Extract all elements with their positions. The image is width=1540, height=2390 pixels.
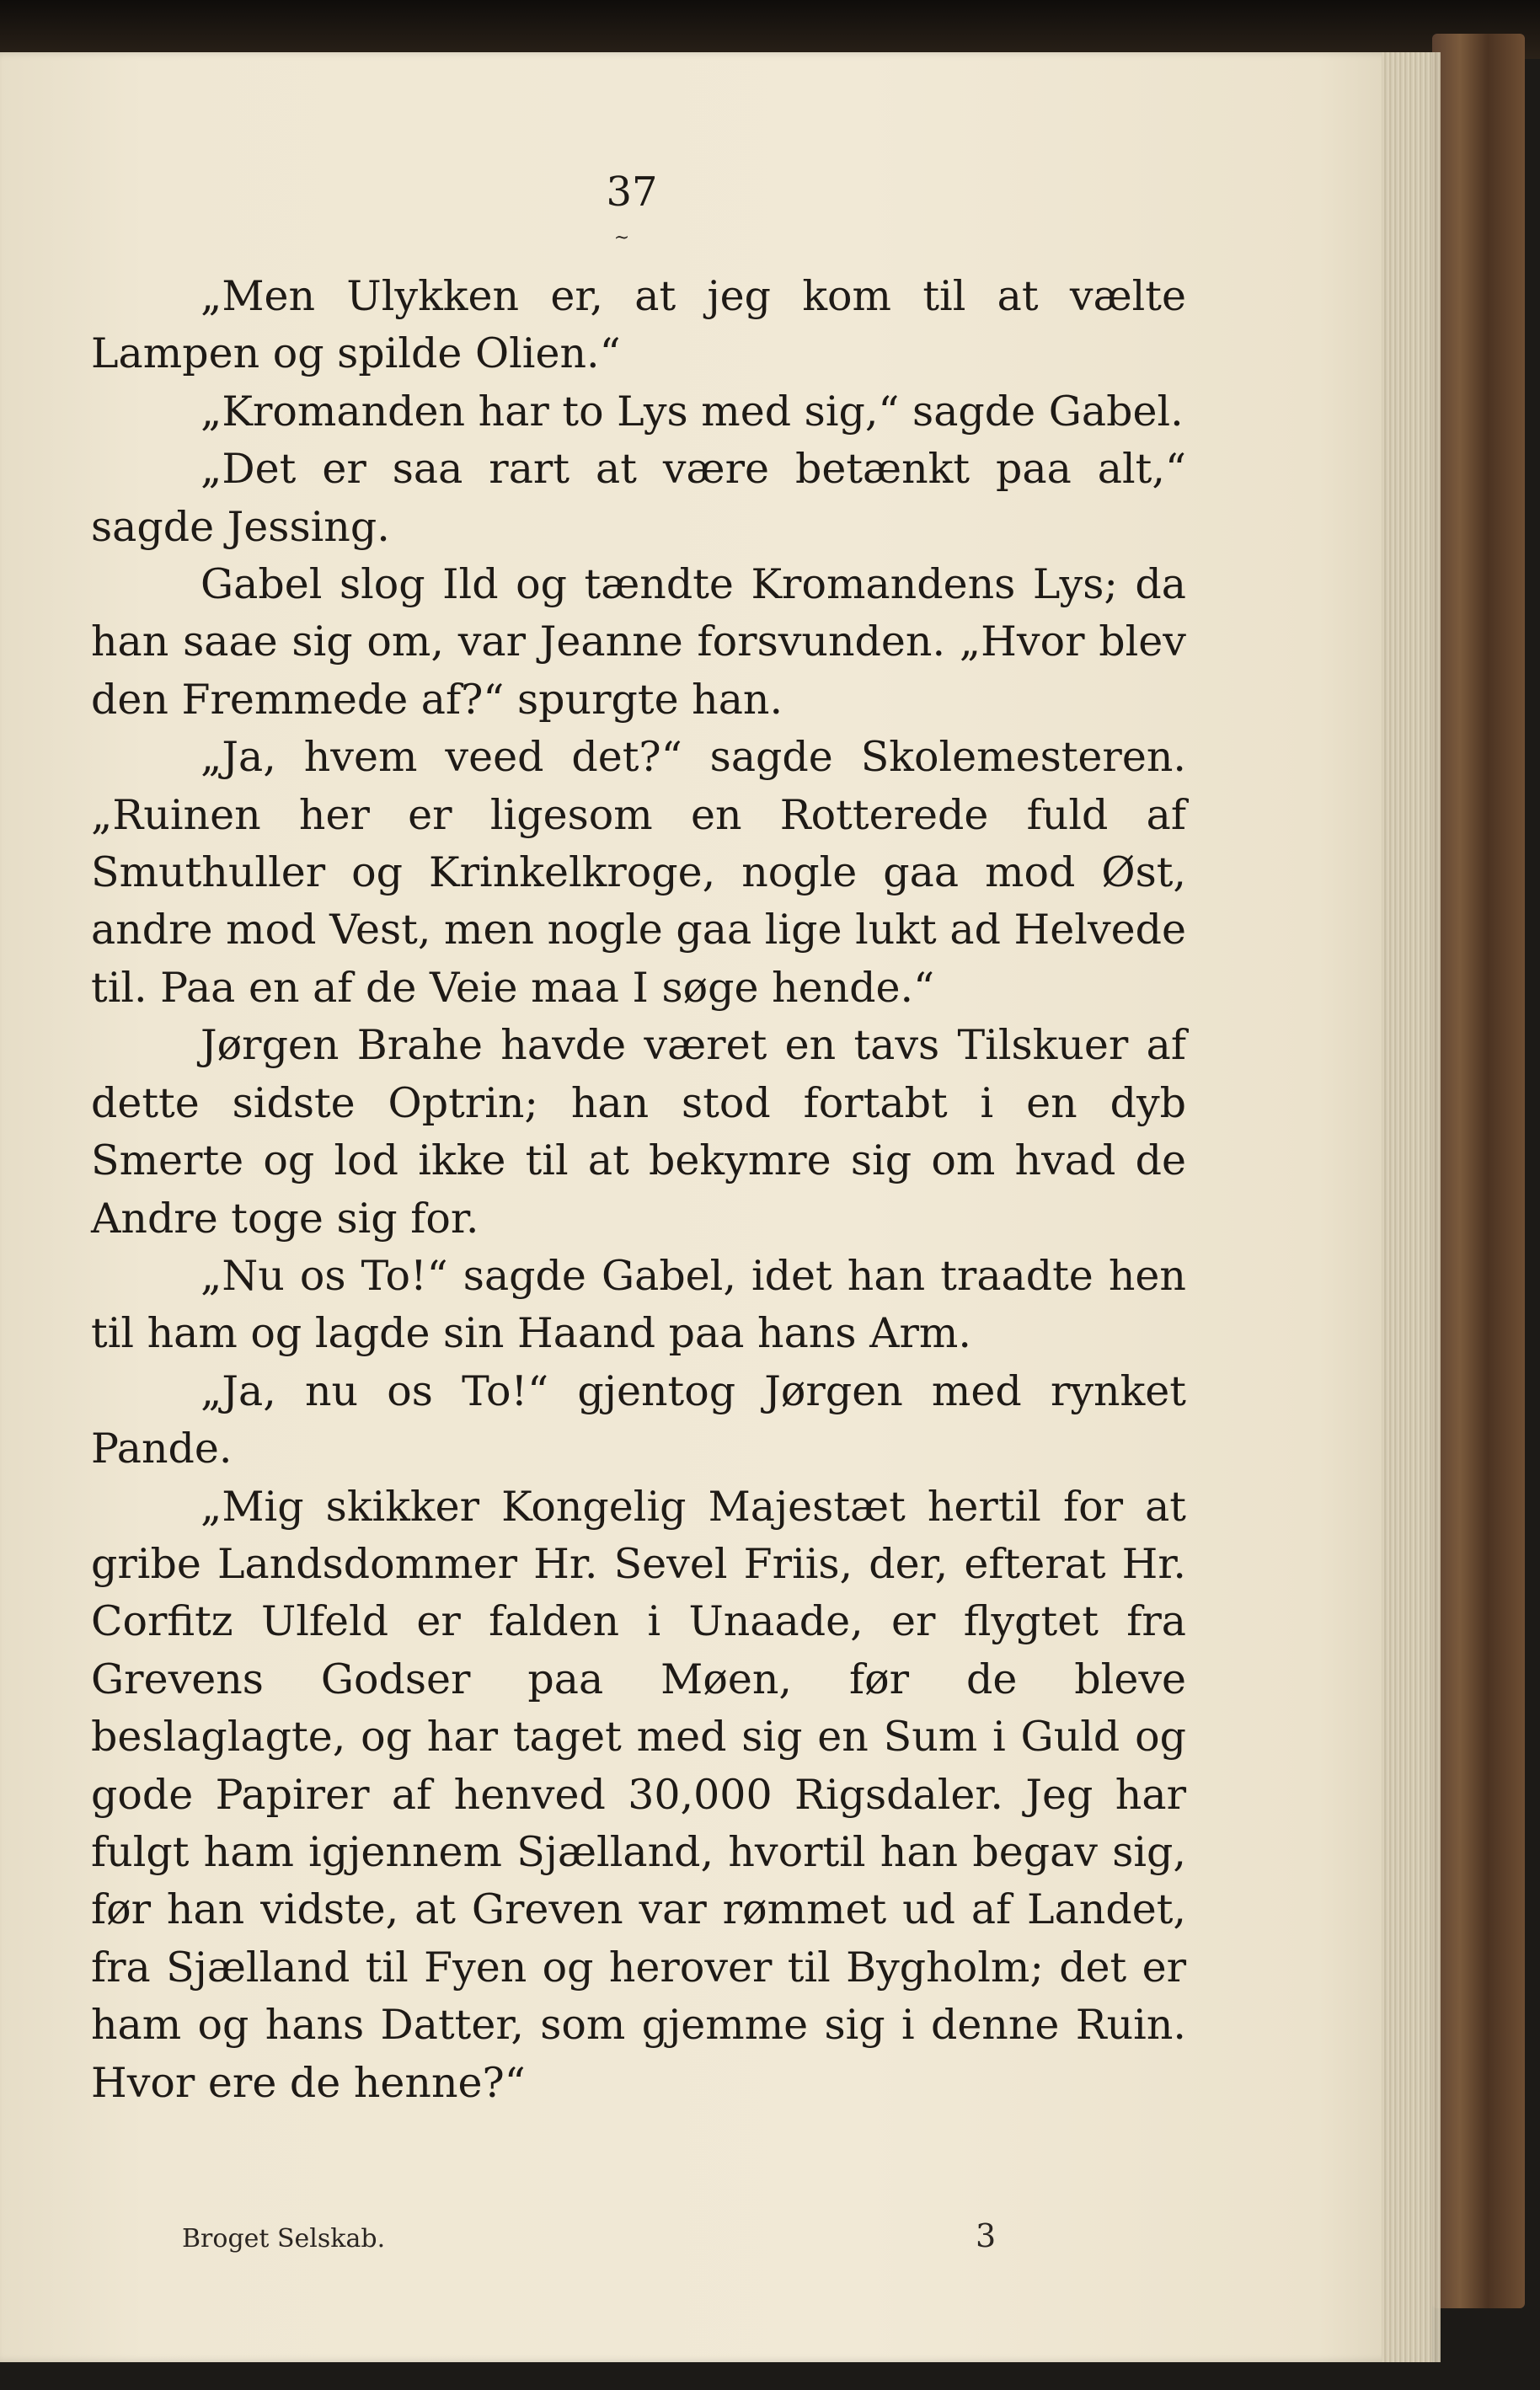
signature-mark: Broget Selskab. bbox=[182, 2224, 386, 2254]
paragraph: „Ja, hvem veed det?“ sagde Skolemesteren. „Ruinen her er ligesom en Rotterede fuld af Smuthuller og Krinkelkroge, nogle gaa mod Øst, andre mod Vest, men nogle gaa lige lukt ad Helvede til. Paa en af de Veie maa I søge hende.“ bbox=[91, 733, 1186, 1012]
paragraph: „Nu os To!“ sagde Gabel, idet han traadte hen til ham og lagde sin Haand paa hans Arm. bbox=[91, 1251, 1186, 1358]
paragraph: „Men Ulykken er, at jeg kom til at vælte Lampen og spilde Olien.“ bbox=[91, 272, 1186, 378]
paragraph: „Mig skikker Kongelig Majestæt hertil for at gribe Landsdommer Hr. Sevel Friis, der, efterat Hr. Corfitz Ulfeld er falden i Unaade, er flygtet fra Grevens Godser paa Møen, før de bleve beslaglagte, og har taget med sig en Sum i Guld og gode Papirer af henved 30,000 Rigsdaler. Jeg har fulgt ham igjennem Sjælland, hvortil han begav sig, før han vidste, at Greven var rømmet ud af Landet, fra Sjælland til Fyen og herover til Bygholm; det er ham og hans Datter, som gjemme sig i denne Ruin. Hvor ere de henne?“ bbox=[91, 1482, 1186, 2107]
paragraph: Gabel slog Ild og tændte Kromandens Lys; da han saae sig om, var Jeanne forsvunden. „Hvor blev den Fremmede af?“ spurgte han. bbox=[91, 560, 1186, 724]
paragraph: „Ja, nu os To!“ gjentog Jørgen med rynket Pande. bbox=[91, 1366, 1186, 1473]
paragraph: „Det er saa rart at være betænkt paa alt,“ sagde Jessing. bbox=[91, 445, 1186, 551]
book-cover-top bbox=[0, 0, 1540, 59]
page-number: 37 bbox=[606, 168, 658, 216]
sheet-number: 3 bbox=[976, 2217, 997, 2254]
paragraph: Jørgen Brahe havde været en tavs Tilskuer af dette sidste Optrin; han stod fortabt i en dyb Smerte og lod ikke til at bekymre sig om hvad de Andre toge sig for. bbox=[91, 1021, 1186, 1243]
book-cover-edge bbox=[1432, 34, 1525, 2308]
paragraph: „Kromanden har to Lys med sig,“ sagde Gabel. bbox=[201, 387, 1184, 436]
page-stack-edge bbox=[1382, 52, 1441, 2362]
body-text bbox=[91, 268, 1186, 2112]
ornament-icon: ~ bbox=[613, 227, 630, 249]
